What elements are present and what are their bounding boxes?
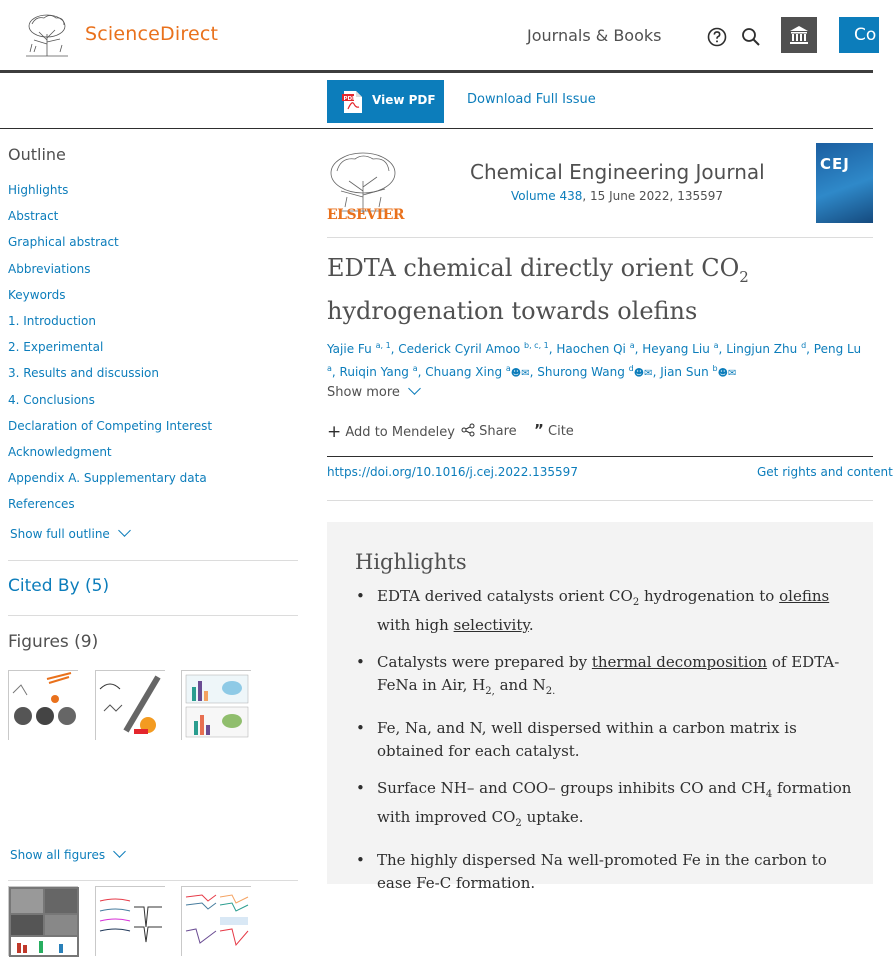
author-link[interactable]: Yajie Fu <box>327 342 372 356</box>
share-icon <box>461 423 475 437</box>
outline-item-experimental[interactable]: 2. Experimental <box>8 340 104 355</box>
outline-item-acknowledgment[interactable]: Acknowledgment <box>8 444 112 459</box>
outline-item-appendix[interactable]: Appendix A. Supplementary data <box>8 471 207 486</box>
author-affiliation[interactable]: b <box>712 364 718 373</box>
show-more-label: Show more <box>327 385 400 400</box>
author-link[interactable]: Chuang Xing <box>425 365 503 379</box>
volume-info <box>511 189 723 203</box>
create-account-button[interactable]: Co <box>839 17 879 53</box>
outline-item-introduction[interactable]: 1. Introduction <box>8 313 96 328</box>
author-link[interactable]: Ruiqin Yang <box>339 365 409 379</box>
search-icon[interactable] <box>741 27 761 47</box>
outline-title: Outline <box>8 145 66 164</box>
highlight-item: • EDTA derived catalysts orient $CO_2$ hydrogenation to olefins with high selectivity. <box>355 585 855 637</box>
author-affiliation[interactable]: a, 1 <box>375 341 391 350</box>
divider <box>8 880 298 881</box>
highlight-item: • Catalysts were prepared by thermal decomposition of EDTA-FeNa in Air, $H_{2,}$ and $N_{2.}$ <box>355 651 855 703</box>
chevron-down-icon <box>113 845 126 858</box>
quote-icon: ” <box>534 421 544 439</box>
doi-link[interactable]: https://doi.org/10.1016/j.cej.2022.135597 <box>327 465 578 479</box>
divider <box>327 237 873 238</box>
show-all-figures-button[interactable] <box>10 848 124 862</box>
email-icon[interactable]: ✉ <box>521 368 530 379</box>
author-list: Yajie Fu $^{a, 1}$, Cederick Cyril Amoo $^{b, c, 1}$, Haochen Qi $^a$, Heyang Liu $^a$, Lingjun Zhu $^d$, Peng Lu $^a$, Ruiqin Yang $^a$, Chuang Xing $^a$☻✉, Shurong Wang $^d$☻✉, Jian Sun $^b$☻✉ <box>327 341 862 379</box>
institution-icon <box>789 25 809 45</box>
author-affiliation[interactable]: d <box>801 341 807 350</box>
divider <box>327 456 873 457</box>
author-affiliation[interactable]: a <box>412 364 418 373</box>
highlights-title: Highlights <box>355 550 467 574</box>
email-icon[interactable]: ✉ <box>728 368 737 379</box>
author-affiliation[interactable]: b, c, 1 <box>524 341 549 350</box>
highlights-list <box>355 585 855 909</box>
add-to-mendeley-button[interactable] <box>327 421 455 441</box>
person-icon[interactable]: ☻ <box>717 368 729 379</box>
outline-item-abstract[interactable]: Abstract <box>8 209 59 224</box>
journal-cover-title: CEJ <box>820 155 850 173</box>
sciencedirect-brand[interactable]: ScienceDirect <box>85 23 219 45</box>
share-label: Share <box>479 424 517 439</box>
top-header <box>0 0 877 73</box>
show-more-button[interactable] <box>327 385 419 400</box>
chevron-down-icon <box>118 524 131 537</box>
figure-thumbnail-4[interactable] <box>8 886 78 956</box>
olefins-link[interactable]: olefins <box>779 587 830 605</box>
svg-text:PDF: PDF <box>343 96 356 102</box>
cite-button[interactable] <box>534 421 574 439</box>
highlights-section <box>327 522 873 892</box>
outline-item-highlights[interactable]: Highlights <box>8 183 69 197</box>
author-link[interactable]: Shurong Wang <box>537 365 625 379</box>
figure-thumbnail-2[interactable] <box>95 670 165 740</box>
journal-cover-image[interactable] <box>816 143 873 223</box>
outline-item-graphical-abstract[interactable]: Graphical abstract <box>8 235 119 250</box>
elsevier-tree-logo-icon[interactable] <box>22 12 72 58</box>
outline-item-references[interactable]: References <box>8 497 75 512</box>
share-button[interactable] <box>461 421 517 439</box>
divider <box>327 500 873 501</box>
author-link[interactable]: Heyang Liu <box>642 342 710 356</box>
journals-books-link[interactable]: Journals & Books <box>527 26 662 45</box>
divider <box>8 560 298 561</box>
journal-name-link[interactable]: Chemical Engineering Journal <box>470 160 765 184</box>
institution-button[interactable] <box>781 17 817 53</box>
outline-item-competing-interest[interactable]: Declaration of Competing Interest <box>8 418 213 433</box>
download-full-issue-link[interactable]: Download Full Issue <box>467 92 596 107</box>
divider <box>8 615 298 616</box>
title-line-2: hydrogenation towards olefins <box>327 296 698 325</box>
person-icon[interactable]: ☻ <box>633 368 645 379</box>
article-title <box>327 251 857 328</box>
add-to-mendeley-label: Add to Mendeley <box>345 425 455 440</box>
help-icon[interactable] <box>707 27 727 47</box>
view-pdf-label: View PDF <box>372 93 436 107</box>
figure-thumbnail-3[interactable] <box>181 670 251 740</box>
cited-by-link[interactable]: Cited By (5) <box>8 576 110 596</box>
author-link[interactable]: Jian Sun <box>660 365 709 379</box>
author-link[interactable]: Haochen Qi <box>556 342 626 356</box>
elsevier-wordmark: ELSEVIER <box>327 207 405 223</box>
show-all-figures-label: Show all figures <box>10 848 106 862</box>
author-affiliation[interactable]: a <box>629 341 635 350</box>
outline-item-conclusions[interactable]: 4. Conclusions <box>8 392 95 407</box>
title-subscript: 2 <box>739 267 749 286</box>
outline-item-keywords[interactable]: Keywords <box>8 287 66 302</box>
highlight-item: • Fe, Na, and N, well dispersed within a carbon matrix is obtained for each catalyst. <box>355 717 855 763</box>
author-affiliation[interactable]: d <box>628 364 634 373</box>
get-rights-link[interactable]: Get rights and content <box>757 465 893 479</box>
selectivity-link[interactable]: selectivity <box>453 616 529 634</box>
figure-thumbnail-5[interactable] <box>95 886 165 956</box>
figure-thumbnail-1[interactable] <box>8 670 78 740</box>
show-full-outline-button[interactable] <box>10 527 129 541</box>
author-link[interactable]: Lingjun Zhu <box>726 342 798 356</box>
chevron-down-icon <box>408 382 421 395</box>
thermal-decomposition-link[interactable]: thermal decomposition <box>591 653 768 671</box>
person-icon[interactable]: ☻ <box>510 368 522 379</box>
outline-item-results[interactable]: 3. Results and discussion <box>8 366 159 381</box>
title-line-1: EDTA chemical directly orient CO <box>327 254 740 282</box>
cite-label: Cite <box>548 424 574 439</box>
author-link[interactable]: Cederick Cyril Amoo <box>398 342 521 356</box>
email-icon[interactable]: ✉ <box>644 368 653 379</box>
show-full-outline-label: Show full outline <box>10 527 110 541</box>
author-affiliation[interactable]: a <box>505 364 511 373</box>
author-affiliation[interactable]: a <box>327 364 332 373</box>
pdf-icon <box>342 90 364 114</box>
view-pdf-button[interactable] <box>327 80 444 123</box>
figure-thumbnail-6[interactable] <box>181 886 251 956</box>
plus-icon: + <box>327 422 342 442</box>
outline-item-abbreviations[interactable]: Abbreviations <box>8 261 91 276</box>
highlight-item: • The highly dispersed Na well-promoted Fe in the carbon to ease Fe-C formation. <box>355 849 855 895</box>
volume-link[interactable]: Volume 438 <box>511 189 583 203</box>
article-toolbar <box>0 73 873 129</box>
author-affiliation[interactable]: a <box>713 341 719 350</box>
author-link[interactable]: Peng Lu <box>813 342 862 356</box>
figures-title: Figures (9) <box>8 632 99 652</box>
outline-list <box>8 181 212 521</box>
highlight-item: • Surface NH– and COO– groups inhibits CO and $CH_4$ formation with improved $CO_2$ uptake. <box>355 777 855 835</box>
volume-date: , 15 June 2022, 135597 <box>582 189 723 203</box>
